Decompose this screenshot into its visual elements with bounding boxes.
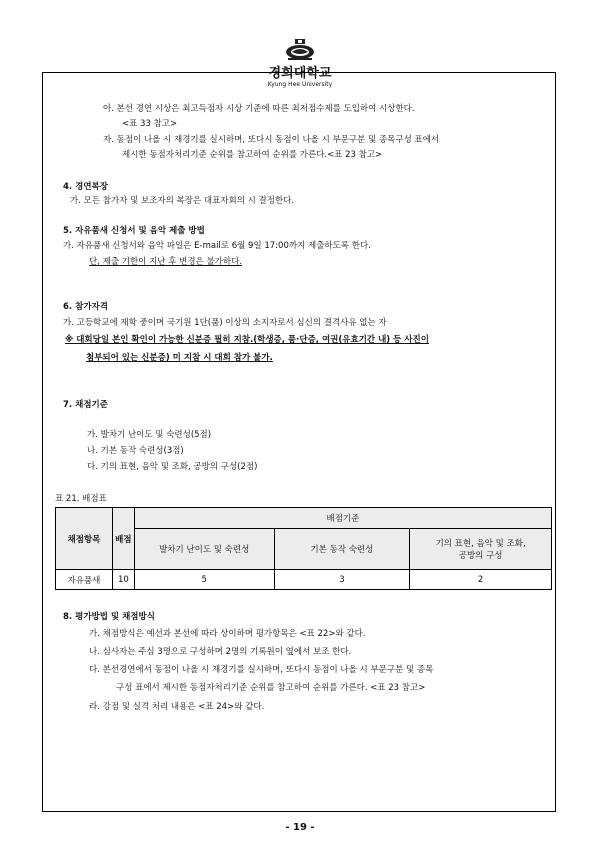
criteria-expression-line1: 기의 표현, 음악 및 조화, [435, 539, 526, 549]
row-points: 10 [112, 570, 134, 590]
row-expression-value: 2 [410, 570, 552, 590]
university-name: 경희대학교 [268, 66, 332, 81]
section-8-item-na: 나. 심사자는 주심 3명으로 구성하며 2명의 기록원이 옆에서 보조 한다. [89, 647, 352, 657]
university-name-en: Kyung Hee University [267, 81, 333, 88]
section-8-item-da: 다. 본선경연에서 동점이 나올 시 재경기를 실시하며, 또다시 동점이 나올 시 부문구분 및 종목 [89, 665, 434, 675]
section-5-item: 가. 자유품새 신청서와 음악 파일은 E-mail로 6월 9일 17:00까지 제출하도록 한다. [63, 241, 371, 251]
section-6-warning-cont: 첨부되어 있는 신분증) 미 지참 시 대회 참가 불가. [86, 353, 273, 363]
section-6-title: 6. 참가자격 [63, 302, 108, 312]
header-points: 배점 [112, 508, 134, 570]
section-7-title: 7. 채점기준 [63, 400, 108, 410]
section-8-title: 8. 평가방법 및 채점방식 [63, 612, 155, 622]
section-7-item-2: 나. 기본 동작 숙련성(3점) [87, 446, 184, 456]
header-criteria: 배점기준 [134, 508, 551, 529]
university-emblem-icon [283, 38, 317, 62]
section-4-item: 가. 모든 참가자 및 보조자의 복장은 대표자회의 시 결정한다. [70, 196, 295, 206]
item-ja: 자. 동점이 나올 시 재경기를 실시하며, 또다시 동점이 나올 시 부문구분 및 종목구성 표에서 [103, 135, 440, 145]
item-ja-cont: 제시한 동점자처리기준 순위를 참고하여 순위를 가른다.<표 23 참고> [122, 150, 383, 160]
page-number: - 19 - [285, 822, 315, 833]
section-4-title: 4. 경연복장 [63, 182, 108, 192]
criteria-expression [410, 529, 552, 570]
section-8-item-ra: 라. 강점 및 실격 처리 내용은 <표 24>와 같다. [89, 702, 265, 712]
section-8-item-ga: 가. 채점방식은 예선과 본선에 따라 상이하며 평가항목은 <표 22>와 같다. [89, 629, 366, 639]
section-6-warning: ※ 대회당일 본인 확인이 가능한 신분증 필히 지참.(학생증, 품·단증, 여권(유효기간 내) 등 사진이 [65, 335, 429, 345]
section-6-item: 가. 고등학교에 재학 중이며 국기원 1단(품) 이상의 소지자로서 심신의 결격사유 없는 자 [63, 318, 387, 328]
section-7-item-1: 가. 발차기 난이도 및 숙련성(5점) [87, 430, 212, 440]
table-caption: 표 21. 배점표 [55, 494, 107, 504]
section-5-note: 단, 제출 기한이 지난 후 변경은 불가하다. [89, 257, 242, 267]
criteria-basics: 기본 동작 숙련성 [274, 529, 410, 570]
criteria-kicks: 발차기 난이도 및 숙련성 [134, 529, 274, 570]
section-8-item-da-cont: 구성 표에서 제시한 동점자처리기준 순위를 참고하여 순위를 가른다. <표 23 참고> [116, 683, 426, 693]
row-kicks-value: 5 [134, 570, 274, 590]
header-item: 채점항목 [56, 508, 113, 570]
item-a-ref: <표 33 참고> [122, 119, 178, 129]
row-basics-value: 3 [274, 570, 410, 590]
score-table [55, 507, 552, 590]
section-7-item-3: 다. 기의 표현, 음악 및 조화, 공방의 구성(2점) [87, 462, 258, 472]
item-a: 아. 본선 경연 시상은 최고득점자 시상 기준에 따른 최저점수제를 도입하여 시상한다. [103, 104, 415, 114]
criteria-expression-line2: 공방의 구성 [458, 551, 503, 561]
row-item: 자유품새 [56, 570, 113, 590]
section-5-title: 5. 자유품새 신청서 및 음악 제출 방법 [63, 226, 205, 236]
